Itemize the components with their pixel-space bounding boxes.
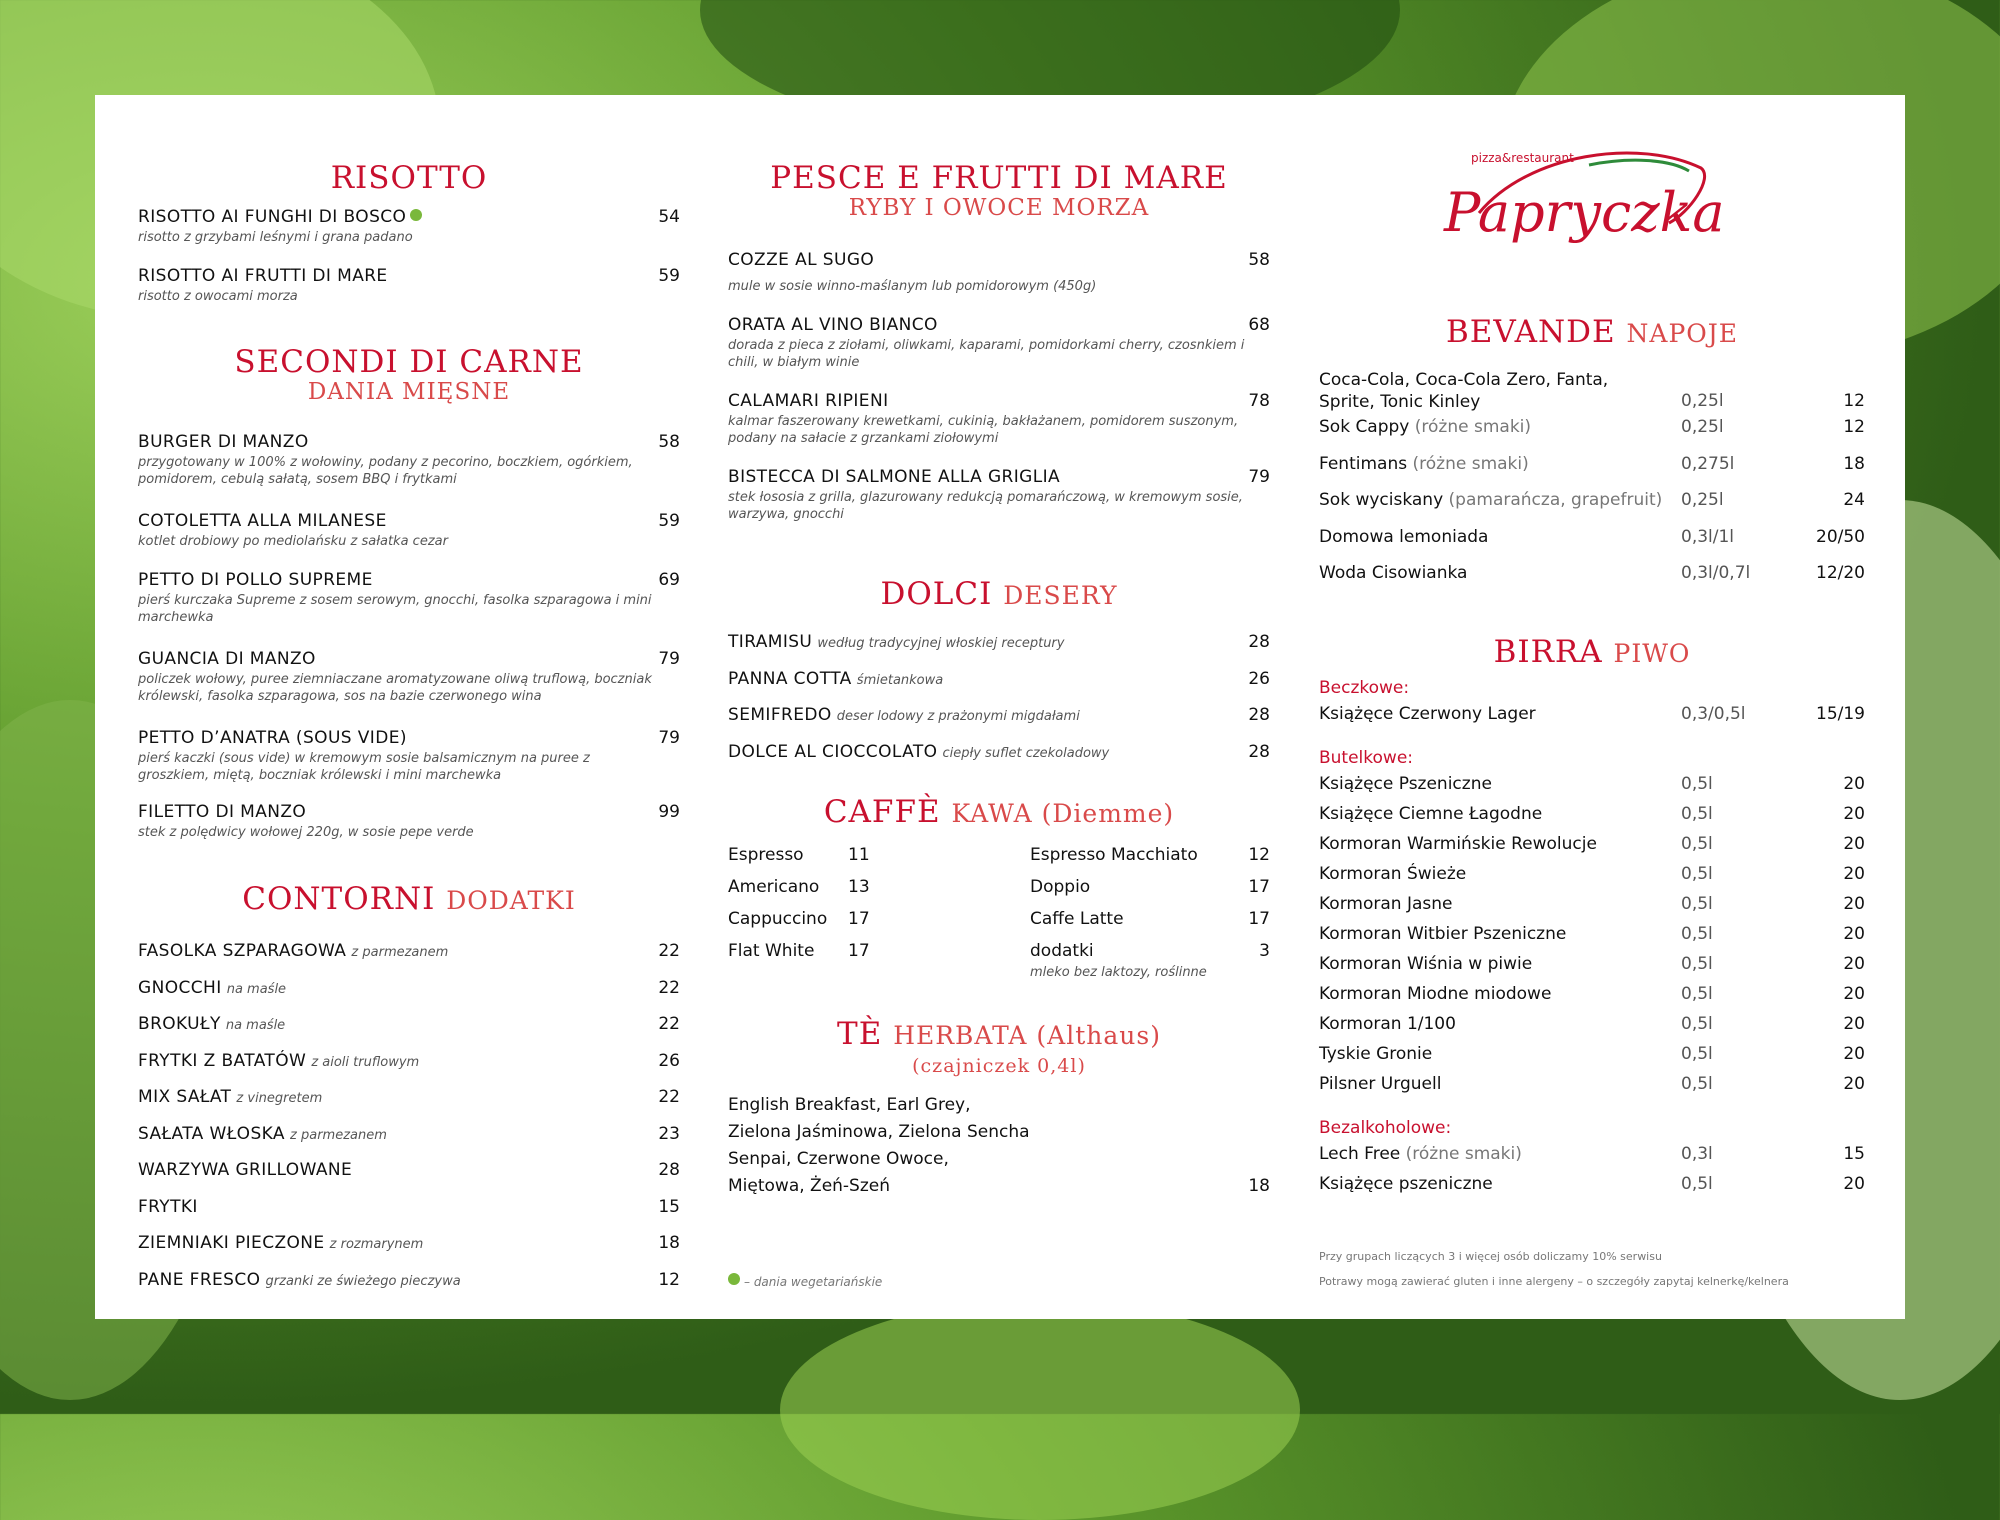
menu-item [138, 1233, 680, 1270]
item-price: 20 [1843, 774, 1865, 794]
tea-list [728, 1095, 1270, 1203]
tea-line: Senpai, Czerwone Owoce, [728, 1149, 949, 1169]
item-name: CALAMARI RIPIENI [728, 391, 889, 411]
menu-item [1319, 1174, 1865, 1204]
item-note: z aioli truflowym [311, 1054, 420, 1070]
item-name: TIRAMISU [728, 632, 813, 652]
tea-price: 18 [1248, 1176, 1270, 1196]
item-price: 20 [1843, 864, 1865, 884]
item-name: Woda Cisowianka [1319, 563, 1468, 583]
item-name: SAŁATA WŁOSKA [138, 1123, 285, 1144]
section-subtitle: KAWA (Diemme) [951, 799, 1175, 828]
item-price: 78 [1248, 391, 1270, 411]
item-description: risotto z grzybami leśnymi i grana padano [138, 230, 413, 245]
item-name: GUANCIA DI MANZO [138, 649, 316, 669]
item-name: COZZE AL SUGO [728, 250, 875, 270]
menu-item [728, 315, 1270, 371]
item-description: policzek wołowy, puree ziemniaczane aromatyzowane oliwą truflową, boczniak królewski, fasolka szparagowa, sos na bazie czerwonego wina [138, 672, 652, 704]
item-price: 59 [658, 266, 680, 286]
item-volume: 0,5l [1681, 894, 1713, 914]
item-name: PANE FRESCO [138, 1269, 261, 1290]
item-price: 12/20 [1816, 563, 1865, 583]
menu-item [138, 649, 680, 705]
menu-item [728, 877, 988, 909]
item-description: mule w sosie winno-maślanym lub pomidorowym (450g) [728, 279, 1097, 294]
menu-page [95, 95, 1905, 1319]
item-name: Sok Cappy [1319, 417, 1410, 437]
section-subtitle: NAPOJE [1626, 319, 1739, 348]
section-subtitle: RYBY I OWOCE MORZA [848, 195, 1150, 221]
tea-line: English Breakfast, Earl Grey, [728, 1095, 971, 1115]
section-title: CAFFÈ [823, 794, 941, 830]
item-note: ciepły suflet czekoladowy [942, 745, 1110, 761]
item-description: kalmar faszerowany krewetkami, cukinią, bakłażanem, pomidorem suszonym, podany na sałacie z grzankami ziołowymi [728, 414, 1239, 446]
menu-item [1319, 774, 1865, 804]
item-name: RISOTTO AI FRUTTI DI MARE [138, 266, 388, 286]
beer-list [1319, 678, 1865, 1204]
item-volume: 0,25l [1681, 391, 1724, 411]
item-price: 20 [1843, 1074, 1865, 1094]
item-name: Cappuccino [728, 909, 828, 929]
item-price: 24 [1843, 490, 1865, 510]
item-volume: 0,5l [1681, 1014, 1713, 1034]
menu-item [138, 1160, 680, 1197]
item-price: 79 [1248, 467, 1270, 487]
item-name: SEMIFREDO [728, 705, 832, 725]
item-price: 28 [1248, 741, 1270, 762]
item-price: 11 [848, 845, 870, 865]
item-price: 18 [658, 1233, 680, 1253]
item-name: Lech Free [1319, 1144, 1401, 1164]
item-name: Fentimans [1319, 453, 1408, 474]
menu-item [138, 511, 680, 550]
item-volume: 0,5l [1681, 804, 1713, 824]
item-name: Książęce pszeniczne [1319, 1174, 1493, 1194]
tea-line-text: Miętowa, Żeń-Szeń [728, 1176, 891, 1196]
item-volume: 0,25l [1681, 490, 1724, 510]
item-price: 23 [658, 1123, 680, 1144]
tea-line [728, 1176, 1270, 1203]
section-title: TÈ [837, 1016, 883, 1052]
birra-heading [1319, 635, 1865, 671]
item-note: deser lodowy z prażonymi migdałami [836, 709, 1080, 724]
risotto-heading: RISOTTO [330, 160, 488, 196]
item-price: 20 [1843, 954, 1865, 974]
item-name: WARZYWA GRILLOWANE [138, 1160, 353, 1180]
item-price: 26 [1248, 668, 1270, 689]
item-name: MIX SAŁAT [138, 1087, 232, 1107]
pesce-heading [728, 161, 1270, 221]
section-subtitle: PIWO [1613, 639, 1691, 668]
item-price: 17 [1248, 909, 1270, 929]
item-price: 3 [1259, 941, 1270, 961]
item-name: Caffe Latte [1030, 909, 1124, 929]
logo-tagline: pizza&restaurant [1471, 151, 1574, 165]
item-note: z vinegretem [236, 1091, 323, 1106]
item-price: 54 [658, 207, 680, 227]
menu-item [1319, 527, 1865, 564]
item-name: RISOTTO AI FUNGHI DI BOSCO [138, 207, 407, 227]
item-volume: 0,5l [1681, 864, 1713, 884]
tea-line: Zielona Jaśminowa, Zielona Sencha [728, 1122, 1030, 1142]
item-volume: 0,3/0,5l [1681, 704, 1746, 724]
item-price: 18 [1843, 453, 1865, 474]
item-name: BROKUŁY [138, 1014, 221, 1034]
item-price: 79 [658, 649, 680, 669]
menu-item [1319, 894, 1865, 924]
menu-item [1319, 1044, 1865, 1074]
item-name: FILETTO DI MANZO [138, 802, 307, 822]
item-price: 22 [658, 1087, 680, 1107]
item-note: z rozmarynem [329, 1237, 424, 1252]
service-charge-note: Przy grupach liczących 3 i więcej osób doliczamy 10% serwisu [1319, 1250, 1662, 1263]
item-price: 59 [658, 511, 680, 531]
item-note: na maśle [226, 981, 287, 997]
section-subtitle: HERBATA (Althaus) [893, 1021, 1161, 1050]
item-note: z parmezanem [290, 1127, 387, 1143]
section-subtitle: DESERY [1003, 581, 1118, 610]
item-volume: 0,3l/1l [1681, 526, 1735, 547]
item-price: 20 [1843, 1174, 1865, 1194]
item-price: 13 [848, 877, 870, 897]
menu-item [138, 1197, 680, 1234]
bevande-heading [1319, 315, 1865, 351]
item-volume: 0,5l [1681, 954, 1713, 974]
item-price: 15 [658, 1196, 680, 1217]
item-name: FRYTKI [138, 1196, 198, 1217]
allergen-note: Potrawy mogą zawierać gluten i inne alergeny – o szczegóły zapytaj kelnerkę/kelnera [1319, 1275, 1789, 1288]
menu-item [1319, 864, 1865, 894]
item-name: PETTO D’ANATRA (SOUS VIDE) [138, 728, 407, 748]
draft-label: Beczkowe: [1319, 678, 1410, 698]
menu-item [728, 909, 988, 941]
item-volume: 0,3l [1681, 1144, 1713, 1164]
menu-item [138, 266, 680, 305]
item-name: FRYTKI Z BATATÓW [138, 1050, 307, 1071]
item-price: 99 [658, 802, 680, 822]
item-price: 28 [1248, 705, 1270, 725]
item-price: 69 [658, 570, 680, 590]
menu-item [138, 1087, 680, 1124]
contorni-heading [138, 882, 680, 918]
item-note: śmietankowa [856, 672, 944, 688]
item-price: 20 [1843, 1014, 1865, 1034]
section-subtitle-2: (czajniczek 0,4l) [912, 1055, 1086, 1077]
item-note: grzanki ze świeżego pieczywa [265, 1273, 461, 1289]
item-extra: (różne smaki) [1412, 453, 1529, 474]
item-price: 20 [1843, 1044, 1865, 1064]
menu-item [728, 845, 988, 877]
item-name: Kormoran Warmińskie Rewolucje [1319, 834, 1597, 854]
item-name: Pilsner Urguell [1319, 1074, 1442, 1094]
menu-item [138, 1014, 680, 1051]
item-name: Flat White [728, 941, 815, 961]
restaurant-logo [1439, 143, 1725, 263]
item-price: 17 [848, 909, 870, 929]
non-alcoholic-label: Bezalkoholowe: [1319, 1118, 1452, 1138]
item-price: 17 [848, 941, 870, 961]
item-price: 58 [1248, 250, 1270, 270]
caffe-heading [728, 795, 1270, 831]
item-name: Książęce Czerwony Lager [1319, 704, 1536, 724]
menu-item [138, 207, 680, 246]
vegetarian-icon [728, 1273, 740, 1285]
menu-item [138, 802, 680, 841]
item-price: 20 [1843, 804, 1865, 824]
item-description: dorada z pieca z ziołami, oliwkami, kaparami, pomidorkami cherry, czosnkiem i chili, w białym winie [728, 338, 1245, 370]
item-extra: (pamarańcza, grapefruit) [1448, 490, 1663, 510]
item-name: GNOCCHI [138, 977, 222, 998]
item-price: 15/19 [1816, 704, 1865, 724]
item-name: COTOLETTA ALLA MILANESE [138, 511, 387, 531]
item-volume: 0,5l [1681, 1174, 1713, 1194]
menu-item [1319, 417, 1865, 454]
item-price: 28 [1248, 632, 1270, 652]
item-price: 28 [658, 1160, 680, 1180]
menu-item [1319, 454, 1865, 491]
item-description: przygotowany w 100% z wołowiny, podany z pecorino, boczkiem, ogórkiem, pomidorem, cebulą sałatą, sosem BBQ i frytkami [138, 455, 633, 487]
item-description: pierś kurczaka Supreme z sosem serowym, gnocchi, fasolka szparagowa i mini marchewka [138, 593, 652, 625]
item-volume: 0,5l [1681, 1044, 1713, 1064]
section-title: PESCE E FRUTTI DI MARE [770, 160, 1228, 196]
item-name: dodatki [1030, 941, 1094, 961]
menu-item [728, 742, 1270, 779]
item-name: Tyskie Gronie [1319, 1044, 1433, 1064]
item-name: Espresso Macchiato [1030, 845, 1198, 865]
menu-item [1030, 941, 1270, 965]
item-name: Kormoran 1/100 [1319, 1014, 1456, 1034]
item-name: PANNA COTTA [728, 668, 852, 689]
menu-item [1030, 845, 1270, 877]
menu-item [728, 941, 988, 973]
menu-item [1319, 1074, 1865, 1104]
item-name: Kormoran Witbier Pszeniczne [1319, 924, 1567, 944]
coffee-list-right [1030, 845, 1270, 980]
menu-item [1030, 909, 1270, 941]
menu-item [1319, 924, 1865, 954]
menu-item [1030, 877, 1270, 909]
item-name: ORATA AL VINO BIANCO [728, 315, 938, 335]
section-title: DOLCI [880, 576, 993, 612]
menu-item [138, 1124, 680, 1161]
menu-item [1319, 563, 1865, 600]
item-name: Kormoran Świeże [1319, 864, 1467, 884]
item-volume: 0,275l [1681, 453, 1735, 474]
item-name: Kormoran Miodne miodowe [1319, 984, 1552, 1004]
menu-item [728, 391, 1270, 447]
item-description: stek łososia z grilla, glazurowany redukcją pomarańczową, w kremowym sosie, warzywa, gnocchi [728, 490, 1243, 522]
menu-item [728, 705, 1270, 742]
item-price: 22 [658, 977, 680, 998]
item-name: Książęce Pszeniczne [1319, 774, 1492, 794]
legend-text: – dania wegetariańskie [744, 1275, 883, 1289]
item-description: risotto z owocami morza [138, 289, 298, 304]
item-description: pierś kaczki (sous vide) w kremowym sosie balsamicznym na puree z groszkiem, miętą, boczniak królewski i mini marchewka [138, 751, 590, 783]
item-price: 22 [658, 941, 680, 961]
item-price: 12 [658, 1269, 680, 1290]
section-title: BIRRA [1493, 634, 1603, 670]
item-name: BISTECCA DI SALMONE ALLA GRIGLIA [728, 467, 1061, 487]
drinks-list [1319, 369, 1865, 600]
item-note: z parmezanem [351, 945, 449, 960]
menu-item [1319, 490, 1865, 527]
item-price: 20 [1843, 984, 1865, 1004]
menu-item [138, 941, 680, 978]
item-price: 68 [1248, 315, 1270, 335]
dolci-heading [728, 577, 1270, 613]
item-volume: 0,3l/0,7l [1681, 563, 1751, 583]
menu-item [1319, 1144, 1865, 1174]
item-note: według tradycyjnej włoskiej receptury [817, 636, 1065, 651]
contorni-list [138, 941, 680, 1306]
menu-item [728, 632, 1270, 669]
item-name: BURGER DI MANZO [138, 432, 309, 452]
item-price: 20/50 [1816, 526, 1865, 547]
item-name: ZIEMNIAKI PIECZONE [138, 1233, 325, 1253]
item-description: stek z polędwicy wołowej 220g, w sosie pepe verde [138, 825, 474, 840]
item-name: Americano [728, 877, 820, 897]
item-price: 20 [1843, 834, 1865, 854]
footnotes [1319, 1250, 1865, 1288]
menu-item [138, 570, 680, 626]
item-price: 15 [1843, 1144, 1865, 1164]
menu-item [728, 467, 1270, 523]
section-subtitle: DANIA MIĘSNE [307, 379, 511, 405]
item-volume: 0,5l [1681, 924, 1713, 944]
item-volume: 0,5l [1681, 774, 1713, 794]
menu-item [728, 669, 1270, 706]
item-price: 12 [1843, 391, 1865, 411]
item-volume: 0,5l [1681, 1074, 1713, 1094]
section-title: SECONDI DI CARNE [234, 344, 584, 380]
bottle-label: Butelkowe: [1319, 748, 1414, 768]
item-price: 26 [658, 1050, 680, 1071]
item-price: 17 [1248, 877, 1270, 897]
coffee-list-left [728, 845, 988, 973]
menu-item [1319, 954, 1865, 984]
menu-item [728, 250, 1270, 295]
menu-item [1319, 369, 1865, 417]
item-price: 12 [1248, 845, 1270, 865]
item-name: DOLCE AL CIOCCOLATO [728, 741, 938, 762]
section-subtitle: DODATKI [446, 886, 576, 915]
logo-name: Papryczka [1444, 181, 1725, 244]
vegetarian-icon [410, 209, 422, 221]
coffee-extras-note: mleko bez laktozy, roślinne [1030, 965, 1207, 980]
item-price: 79 [658, 728, 680, 748]
item-name: FASOLKA SZPARAGOWA [138, 941, 347, 961]
item-name: Sok wyciskany [1319, 490, 1444, 510]
item-volume: 0,25l [1681, 417, 1724, 437]
item-note: na maśle [225, 1018, 286, 1033]
menu-item [138, 978, 680, 1015]
item-price: 22 [658, 1014, 680, 1034]
item-price: 58 [658, 432, 680, 452]
item-name: Kormoran Jasne [1319, 894, 1453, 914]
item-price: 20 [1843, 894, 1865, 914]
item-extra: (różne smaki) [1414, 417, 1532, 437]
te-heading [728, 1017, 1270, 1079]
item-volume: 0,5l [1681, 984, 1713, 1004]
vegetarian-legend [728, 1273, 882, 1289]
menu-item [1319, 704, 1865, 734]
item-price: 12 [1843, 417, 1865, 437]
menu-item [1319, 984, 1865, 1014]
menu-item [138, 1270, 680, 1307]
secondi-heading [138, 345, 680, 405]
menu-item [1319, 834, 1865, 864]
item-name: Książęce Ciemne Łagodne [1319, 804, 1543, 824]
menu-item [138, 1051, 680, 1088]
item-price: 20 [1843, 924, 1865, 944]
item-name: Doppio [1030, 877, 1091, 897]
item-extra: (różne smaki) [1405, 1144, 1522, 1164]
item-volume: 0,5l [1681, 834, 1713, 854]
item-name: PETTO DI POLLO SUPREME [138, 570, 373, 590]
menu-item [1319, 1014, 1865, 1044]
item-description: kotlet drobiowy po mediolańsku z sałatka cezar [138, 534, 448, 549]
menu-item [138, 432, 680, 488]
section-title: CONTORNI [242, 881, 436, 917]
item-name: Espresso [728, 845, 804, 865]
menu-item [1319, 804, 1865, 834]
item-name: Coca-Cola, Coca-Cola Zero, Fanta, Sprite, Tonic Kinley [1319, 370, 1609, 412]
item-name: Kormoran Wiśnia w piwie [1319, 954, 1533, 974]
section-title: BEVANDE [1445, 314, 1616, 350]
item-name: Domowa lemoniada [1319, 526, 1489, 547]
menu-item [138, 728, 680, 784]
dolci-list [728, 632, 1270, 778]
